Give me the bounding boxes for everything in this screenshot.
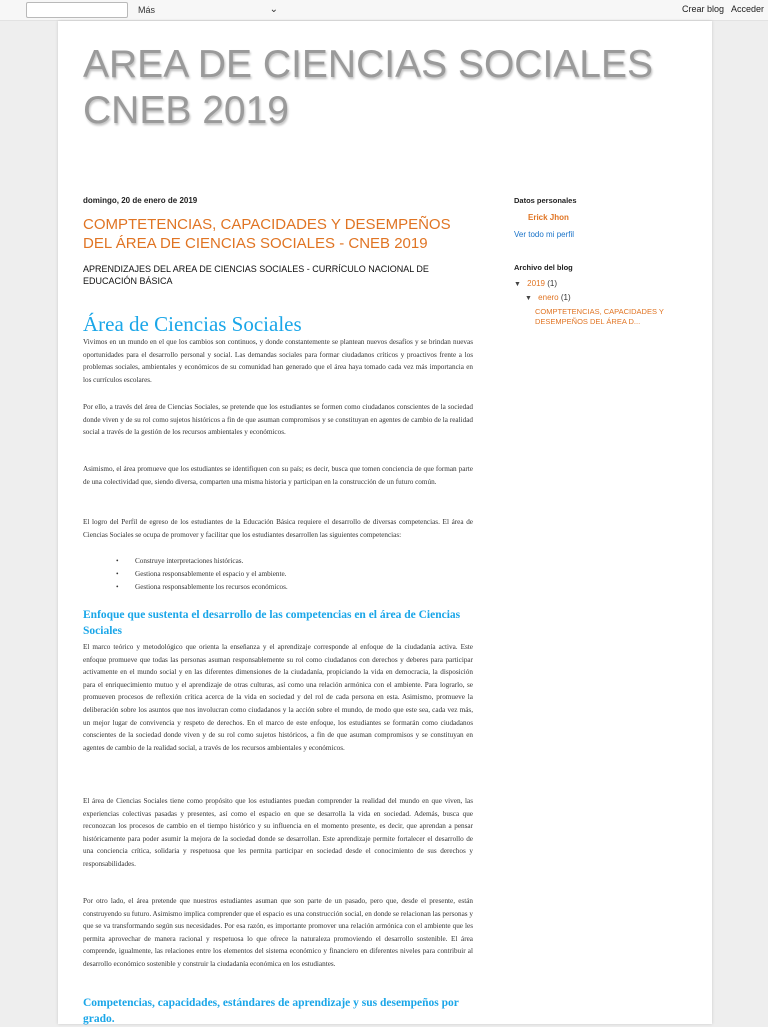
post-subtitle: APRENDIZAJES DEL AREA DE CIENCIAS SOCIALES - CURRÍCULO NACIONAL DE EDUCACIÓN BÁSICA [83, 264, 429, 286]
archive-month-count: (1) [560, 293, 571, 302]
paragraph-2: Por ello, a través del área de Ciencias Sociales, se pretende que los estudiantes se formen como ciudadanos conscientes de la sociedad donde viven y de su rol como sujetos históricos a fin de que asuman compromisos y se constituyan en agentes de cambio de la realidad social a través de la gestión de los recursos ambientales y económicos. [83, 403, 473, 437]
competencies-list [83, 555, 473, 594]
paragraph-7: Por otro lado, el área pretende que nuestros estudiantes asuman que son parte de un pasado, pero que, desde el presente, están construyendo su futuro. Asimismo implica comprender que el espacio es una construcción social, en donde se relacionan las personas y que se va transformando según sus necesidades. Por esa razón, es importante promover una relación armónica con el ambiente que les permita aprovechar de manera racional y respetuosa lo que ofrece la naturaleza promoviendo el desarrollo sostenible. El área comprende, igualmente, las relaciones entre los elementos del sistema económico y financiero en diferentes niveles para contribuir al desarrollo económico sostenible y construir la ciudadanía económica en los estudiantes. [83, 897, 473, 968]
collapse-triangle-icon[interactable]: ▼ [514, 281, 521, 288]
collapse-triangle-icon[interactable]: ▼ [525, 295, 532, 302]
paragraph-1: Vivimos en un mundo en el que los cambios son continuos, y donde constantemente se plantean nuevos desafíos y se brindan nuevas oportunidades para el desarrollo personal y social. Las demandas sociales para formar ciudadanos críticos y proactivos frente a los problemas sociales, ambientales y económicos de su comunidad han generado que el área haya tomado cada vez más importancia en los currículos escolares. [83, 338, 473, 384]
sign-in-link[interactable]: Acceder [731, 4, 765, 14]
section-heading: Área de Ciencias Sociales [83, 312, 302, 336]
list-item: • Gestiona responsablemente los recursos económicos. [83, 581, 473, 594]
archive-month-link[interactable]: enero [538, 293, 559, 302]
archive-heading: Archivo del blog [514, 263, 573, 272]
archive-year-link[interactable]: 2019 [527, 279, 545, 288]
create-blog-link[interactable]: Crear blog [682, 4, 725, 14]
profile-heading: Datos personales [514, 196, 577, 205]
archive-post-link[interactable]: COMPTETENCIAS, CAPACIDADES Y DESEMPEÑOS DEL ÁREA D... [535, 307, 664, 326]
archive-month-row [525, 293, 571, 302]
blog-title[interactable]: AREA DE CIENCIAS SOCIALES CNEB 2019 [83, 43, 654, 132]
paragraph-5: El marco teórico y metodológico que orienta la enseñanza y el aprendizaje corresponde al enfoque de la ciudadanía activa. Este enfoque promueve que todas las personas asuman responsablemente su rol como ciudadanos con derechos y deberes para participar activamente en el mundo social y en las diferentes dimensiones de la ciudadanía, propiciando la vida en democracia, la disposición para el enriquecimiento mutuo y el aprendizaje de otras culturas, así como una relación armónica con el ambiente. Para lograrlo, se promueven procesos de reflexión crítica acerca de la vida en sociedad y del rol de cada persona en esta. Asimismo, promueve la deliberación sobre los asuntos que nos involucran como ciudadanos y la acción sobre el mundo, de modo que este sea, cada vez más, un mejor lugar de convivencia y respeto de derechos. En el marco de este enfoque, los estudiantes se formarán como ciudadanos conscientes de la sociedad donde viven y de su rol como sujetos históricos, a fin de que asuman compromisos y se constituyan en agentes de cambio de la realidad social, a través de los recursos ambientales y económicos. [83, 643, 473, 752]
list-item: • Gestiona responsablemente el espacio y el ambiente. [83, 568, 473, 581]
search-input[interactable] [26, 2, 128, 18]
post-date: domingo, 20 de enero de 2019 [83, 196, 198, 205]
paragraph-4: El logro del Perfil de egreso de los estudiantes de la Educación Básica requiere el desarrollo de diversas competencias. El área de Ciencias Sociales se ocupa de promover y facilitar que los estudiantes desarrollen las siguientes competencias: [83, 518, 473, 539]
section-heading-enfoque: Enfoque que sustenta el desarrollo de las competencias en el área de Ciencias Sociales [83, 609, 461, 637]
profile-name-link[interactable]: Erick Jhon [528, 213, 569, 222]
section-heading-competencias: Competencias, capacidades, estándares de aprendizaje y sus desempeños por grado. [83, 997, 459, 1025]
archive-year-count: (1) [547, 279, 557, 288]
archive-year-row [514, 279, 557, 288]
list-item: • Construye interpretaciones históricas. [83, 555, 473, 568]
more-dropdown[interactable] [138, 3, 280, 17]
profile-full-link[interactable]: Ver todo mi perfil [514, 230, 575, 239]
chevron-down-icon: ⌄ [269, 4, 278, 15]
blogger-navbar [0, 0, 768, 21]
post-title[interactable]: COMPTETENCIAS, CAPACIDADES Y DESEMPEÑOS DEL ÁREA DE CIENCIAS SOCIALES - CNEB 2019 [83, 216, 451, 252]
paragraph-6: El área de Ciencias Sociales tiene como propósito que los estudiantes puedan comprender la realidad del mundo en que viven, las experiencias colectivas pasadas y presentes, así como el espacio en que se desarrolla la vida en sociedad. Además, busca que reconozcan los procesos de cambio en el tiempo histórico y su influencia en el momento presente, es decir, que aprendan a pensar históricamente para poder asumir la mejora de la sociedad donde se desarrollan. Este aprendizaje permite fortalecer el desarrollo de una conciencia crítica, solidaria y respetuosa que les permita participar en sociedad desde el conocimiento de sus derechos y responsabilidades. [83, 797, 473, 868]
more-label: Más [138, 5, 156, 15]
paragraph-3: Asimismo, el área promueve que los estudiantes se identifiquen con su país; es decir, busca que tomen conciencia de que forman parte de una colectividad que, siendo diversa, comparten una misma historia y participan en la construcción de un futuro común. [83, 465, 473, 486]
